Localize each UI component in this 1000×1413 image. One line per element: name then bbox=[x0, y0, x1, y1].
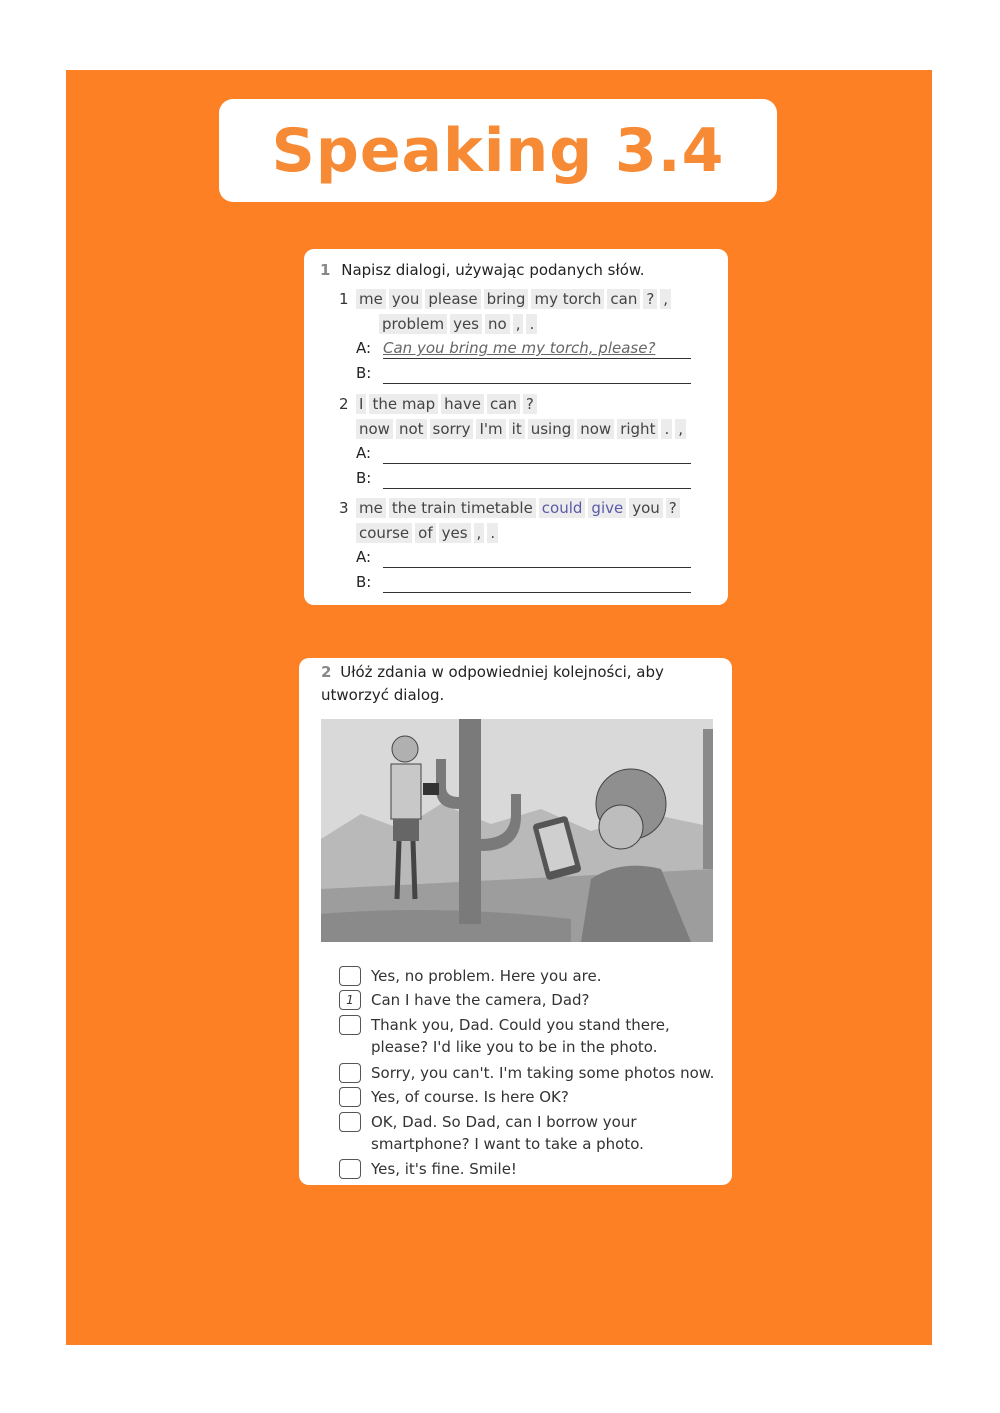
camera bbox=[423, 783, 439, 795]
illustration-desert-photo bbox=[321, 719, 713, 942]
answer-line[interactable] bbox=[383, 592, 691, 593]
title-banner bbox=[219, 99, 777, 202]
background-cactus bbox=[703, 729, 713, 869]
order-checkbox[interactable] bbox=[339, 966, 361, 986]
word-chip: , bbox=[513, 314, 524, 334]
page-title: Speaking 3.4 bbox=[271, 115, 725, 186]
speaker-a-label: A: bbox=[356, 444, 372, 462]
word-chip: have bbox=[441, 394, 484, 414]
dad-leg-left bbox=[397, 841, 399, 899]
word-chip: not bbox=[396, 419, 427, 439]
exercise-1-heading bbox=[320, 261, 645, 279]
cactus-trunk bbox=[459, 719, 481, 924]
word-chip: now bbox=[356, 419, 393, 439]
option-text: Sorry, you can't. I'm taking some photos now. bbox=[371, 1064, 715, 1082]
item-2-words-line2 bbox=[356, 419, 689, 439]
speaker-a-label: A: bbox=[356, 339, 372, 357]
answer-line[interactable] bbox=[383, 383, 691, 384]
word-chip: no bbox=[485, 314, 510, 334]
order-checkbox[interactable] bbox=[339, 1112, 361, 1132]
option-text: Yes, of course. Is here OK? bbox=[371, 1088, 569, 1106]
dad-leg-right bbox=[413, 841, 415, 899]
boy-face bbox=[599, 805, 643, 849]
word-chip: . bbox=[487, 523, 498, 543]
item-1-answer-b bbox=[356, 364, 691, 386]
item-2-number: 2 bbox=[339, 395, 349, 413]
answer-line[interactable] bbox=[383, 488, 691, 489]
word-chip: using bbox=[528, 419, 575, 439]
word-chip: it bbox=[509, 419, 525, 439]
item-3-answer-b bbox=[356, 573, 691, 595]
word-chip: now bbox=[577, 419, 614, 439]
option-text: Can I have the camera, Dad? bbox=[371, 991, 590, 1009]
order-checkbox[interactable] bbox=[339, 1063, 361, 1083]
exercise-2-number: 2 bbox=[321, 663, 332, 681]
option-text: Yes, it's fine. Smile! bbox=[371, 1160, 517, 1178]
item-1-words-line2 bbox=[379, 314, 540, 334]
word-chip: can bbox=[487, 394, 520, 414]
exercise-1-card bbox=[304, 249, 728, 605]
word-chip: ? bbox=[666, 498, 680, 518]
item-3-words-line2 bbox=[356, 523, 501, 543]
item-1-answer-a bbox=[356, 339, 691, 361]
word-chip: , bbox=[474, 523, 485, 543]
word-chip: could bbox=[539, 498, 586, 518]
item-2-answer-b bbox=[356, 469, 691, 491]
word-chip: sorry bbox=[430, 419, 474, 439]
word-chip: the train timetable bbox=[389, 498, 536, 518]
word-chip: I bbox=[356, 394, 366, 414]
example-answer: Can you bring me my torch, please? bbox=[383, 339, 656, 357]
order-checkbox[interactable]: 1 bbox=[339, 990, 361, 1010]
item-1-number: 1 bbox=[339, 290, 349, 308]
word-chip: problem bbox=[379, 314, 447, 334]
option-text: Yes, no problem. Here you are. bbox=[371, 967, 602, 985]
word-chip: the map bbox=[369, 394, 438, 414]
answer-line[interactable] bbox=[383, 358, 691, 359]
speaker-b-label: B: bbox=[356, 364, 372, 382]
word-chip: of bbox=[415, 523, 435, 543]
word-chip: please bbox=[425, 289, 480, 309]
option-text: OK, Dad. So Dad, can I borrow your smartphone? I want to take a photo. bbox=[371, 1113, 644, 1153]
order-checkbox[interactable] bbox=[339, 1015, 361, 1035]
answer-line[interactable] bbox=[383, 463, 691, 464]
word-chip: me bbox=[356, 498, 386, 518]
word-chip: give bbox=[588, 498, 626, 518]
speaker-b-label: B: bbox=[356, 469, 372, 487]
exercise-2-instruction: Ułóż zdania w odpowiedniej kolejności, aby utworzyć dialog. bbox=[321, 663, 664, 704]
word-chip: you bbox=[629, 498, 663, 518]
word-chip: me bbox=[356, 289, 386, 309]
word-chip: I'm bbox=[476, 419, 505, 439]
word-chip: bring bbox=[484, 289, 529, 309]
word-chip: ? bbox=[643, 289, 657, 309]
word-chip: right bbox=[617, 419, 658, 439]
item-1-words-line1 bbox=[356, 289, 674, 309]
word-chip: , bbox=[675, 419, 686, 439]
exercise-2-heading bbox=[321, 661, 701, 707]
item-3-words-line1 bbox=[356, 498, 683, 518]
answer-line[interactable] bbox=[383, 567, 691, 568]
word-chip: ? bbox=[523, 394, 537, 414]
order-checkbox[interactable] bbox=[339, 1159, 361, 1179]
item-3-number: 3 bbox=[339, 499, 349, 517]
item-2-answer-a bbox=[356, 444, 691, 466]
word-chip: course bbox=[356, 523, 412, 543]
dad-head bbox=[392, 736, 418, 762]
dad-shorts bbox=[393, 819, 419, 841]
dad-shirt bbox=[391, 764, 421, 819]
option-text: Thank you, Dad. Could you stand there, please? I'd like you to be in the photo. bbox=[371, 1016, 670, 1056]
word-chip: can bbox=[607, 289, 640, 309]
item-2-words-line1 bbox=[356, 394, 540, 414]
order-checkbox[interactable] bbox=[339, 1087, 361, 1107]
word-chip: . bbox=[526, 314, 537, 334]
exercise-2-card bbox=[299, 658, 732, 1185]
word-chip: you bbox=[389, 289, 423, 309]
exercise-1-number: 1 bbox=[320, 261, 331, 279]
item-3-answer-a bbox=[356, 548, 691, 570]
speaker-b-label: B: bbox=[356, 573, 372, 591]
word-chip: yes bbox=[450, 314, 482, 334]
word-chip: . bbox=[661, 419, 672, 439]
word-chip: my torch bbox=[531, 289, 604, 309]
speaker-a-label: A: bbox=[356, 548, 372, 566]
word-chip: yes bbox=[439, 523, 471, 543]
word-chip: , bbox=[660, 289, 671, 309]
exercise-1-instruction: Napisz dialogi, używając podanych słów. bbox=[341, 261, 645, 279]
